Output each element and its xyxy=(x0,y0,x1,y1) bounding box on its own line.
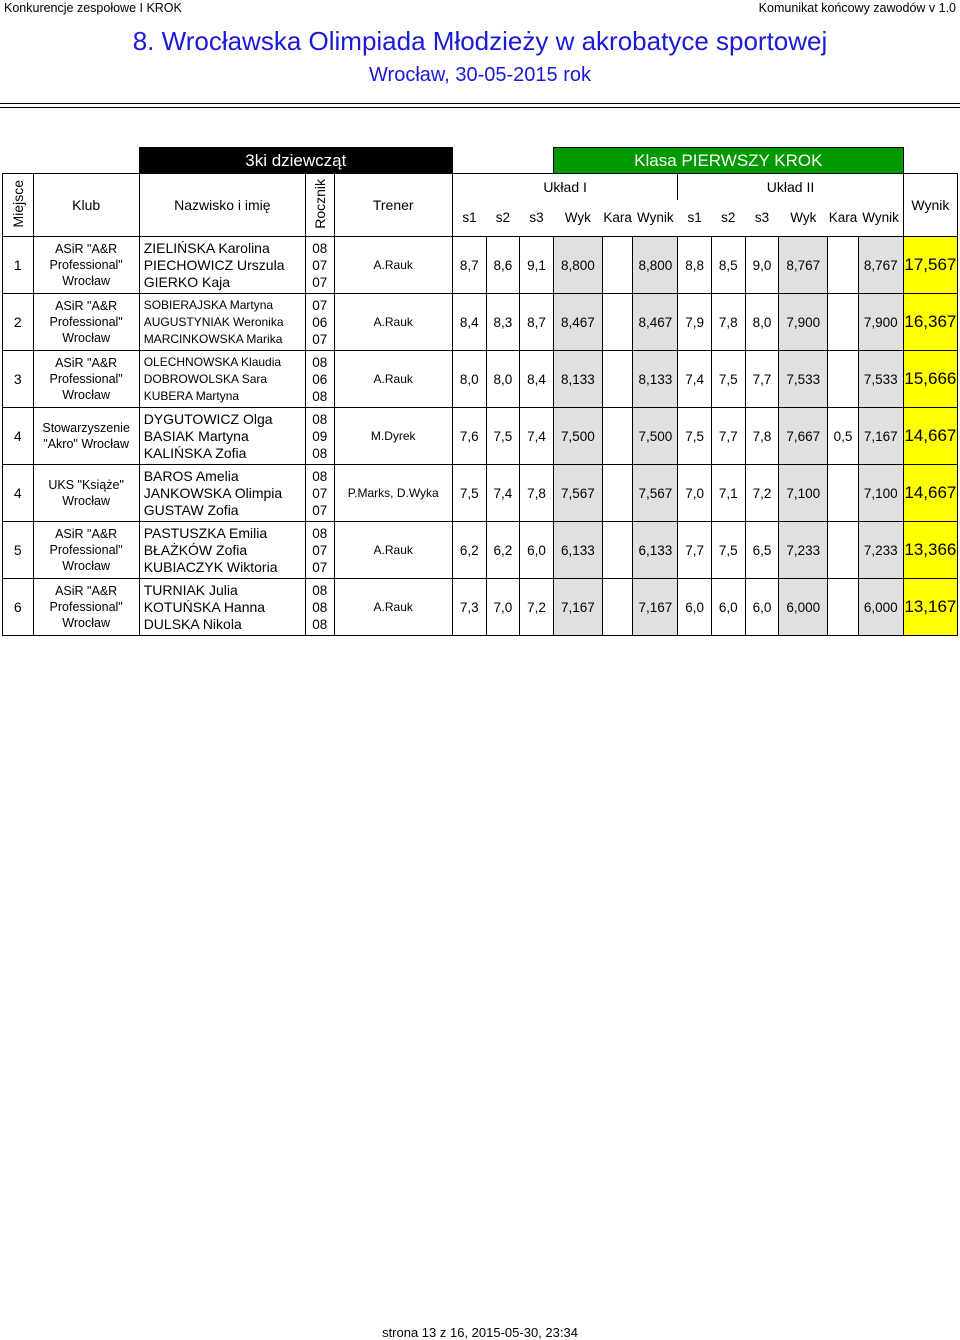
score-cell: 7,100 xyxy=(858,465,903,522)
place-cell: 4 xyxy=(3,465,34,522)
score-cell: 9,1 xyxy=(520,237,554,294)
club-line: Wrocław xyxy=(62,274,110,288)
club-line: Wrocław xyxy=(62,559,110,573)
sub-header-cell: s1 xyxy=(687,210,702,226)
score-cell: 8,467 xyxy=(553,294,602,351)
col-klub: Klub xyxy=(33,174,139,237)
club-line: Professional" xyxy=(49,543,123,557)
col-trener: Trener xyxy=(334,174,452,237)
document-version: Komunikat końcowy zawodów v 1.0 xyxy=(758,1,956,15)
score-cell: 8,0 xyxy=(486,351,520,408)
birth-year: 08 xyxy=(312,468,328,484)
birth-year: 07 xyxy=(312,331,328,347)
club-line: UKS "Książe" xyxy=(48,478,124,492)
score-cell: 7,533 xyxy=(858,351,903,408)
birth-year: 09 xyxy=(312,428,328,444)
results-body xyxy=(3,237,958,636)
sub-header-cell: Wynik xyxy=(637,210,674,226)
score-cell: 7,3 xyxy=(452,579,486,636)
club-line: Professional" xyxy=(49,372,123,386)
athlete-name: MARCINKOWSKA Marika xyxy=(143,331,283,346)
total-cell: 16,367 xyxy=(903,294,957,351)
score-cell: 6,0 xyxy=(711,579,745,636)
score-cell: 7,900 xyxy=(858,294,903,351)
top-bar xyxy=(0,0,960,18)
score-cell: 8,4 xyxy=(452,294,486,351)
score-cell xyxy=(828,522,859,579)
score-cell: 8,767 xyxy=(779,237,828,294)
athlete-name: PASTUSZKA Emilia xyxy=(143,524,268,541)
result-row xyxy=(3,408,958,465)
club-cell xyxy=(33,408,139,465)
total-cell: 15,666 xyxy=(903,351,957,408)
score-cell: 7,4 xyxy=(520,408,554,465)
athlete-name: BŁAŻKÓW Zofia xyxy=(143,541,248,558)
score-cell: 7,500 xyxy=(633,408,678,465)
col-uklad-2: Układ II xyxy=(678,174,903,200)
club-cell xyxy=(33,579,139,636)
score-cell: 8,767 xyxy=(858,237,903,294)
birth-year: 08 xyxy=(312,616,328,632)
col-nazwisko: Nazwisko i imię xyxy=(139,174,305,237)
col-wynik: Wynik xyxy=(903,174,957,237)
names-cell xyxy=(139,294,305,351)
club-line: "Akro" Wrocław xyxy=(43,437,130,451)
athlete-name: GIERKO Kaja xyxy=(143,273,231,290)
club-line: ASiR "A&R xyxy=(55,299,118,313)
athlete-name: KUBIACZYK Wiktoria xyxy=(143,558,278,575)
score-cell: 6,0 xyxy=(745,579,779,636)
score-cell: 8,800 xyxy=(633,237,678,294)
score-cell: 6,133 xyxy=(633,522,678,579)
club-line: ASiR "A&R xyxy=(55,242,118,256)
score-cell: 9,0 xyxy=(745,237,779,294)
athlete-name: PIECHOWICZ Urszula xyxy=(143,256,285,273)
athlete-name: DOBROWOLSKA Sara xyxy=(143,371,268,386)
result-row xyxy=(3,237,958,294)
col-rocznik: Rocznik xyxy=(305,174,334,237)
sub-header-cell: s1 xyxy=(462,210,477,226)
score-cell: 7,500 xyxy=(553,408,602,465)
score-cell xyxy=(828,237,859,294)
coach-cell: A.Rauk xyxy=(334,522,452,579)
score-cell: 8,0 xyxy=(745,294,779,351)
result-row xyxy=(3,351,958,408)
score-cell: 8,133 xyxy=(633,351,678,408)
club-line: Professional" xyxy=(49,315,123,329)
col-miejsce: Miejsce xyxy=(3,174,34,237)
club-cell xyxy=(33,351,139,408)
birth-year: 07 xyxy=(312,485,328,501)
score-cell: 7,667 xyxy=(779,408,828,465)
score-cell: 7,100 xyxy=(779,465,828,522)
score-cell: 7,5 xyxy=(452,465,486,522)
score-cell: 7,5 xyxy=(711,522,745,579)
score-cell: 8,0 xyxy=(452,351,486,408)
names-cell xyxy=(139,579,305,636)
sub-header-cell: s2 xyxy=(495,210,510,226)
athlete-name: ZIELIŃSKA Karolina xyxy=(143,239,270,256)
coach-cell: P.Marks, D.Wyka xyxy=(334,465,452,522)
score-cell: 8,7 xyxy=(452,237,486,294)
athlete-name: AUGUSTYNIAK Weronika xyxy=(143,314,284,329)
score-cell xyxy=(602,408,633,465)
score-cell: 7,900 xyxy=(779,294,828,351)
years-cell xyxy=(305,294,334,351)
total-cell: 13,167 xyxy=(903,579,957,636)
years-cell xyxy=(305,522,334,579)
score-cell: 7,8 xyxy=(711,294,745,351)
score-cell xyxy=(828,465,859,522)
total-cell: 14,667 xyxy=(903,465,957,522)
club-line: Stowarzyszenie xyxy=(42,421,130,435)
athlete-name: DYGUTOWICZ Olga xyxy=(143,410,273,427)
coach-cell: A.Rauk xyxy=(334,351,452,408)
birth-year: 08 xyxy=(312,445,328,461)
birth-year: 07 xyxy=(312,257,328,273)
score-cell: 7,567 xyxy=(633,465,678,522)
years-cell xyxy=(305,237,334,294)
years-cell xyxy=(305,408,334,465)
score-cell: 7,5 xyxy=(486,408,520,465)
score-cell xyxy=(602,579,633,636)
place-cell: 5 xyxy=(3,522,34,579)
athlete-name: JANKOWSKA Olimpia xyxy=(143,484,283,501)
athlete-name: BAROS Amelia xyxy=(143,467,239,484)
score-cell: 7,5 xyxy=(678,408,712,465)
score-cell: 6,2 xyxy=(486,522,520,579)
score-cell: 7,7 xyxy=(745,351,779,408)
score-cell xyxy=(602,522,633,579)
score-cell: 7,0 xyxy=(678,465,712,522)
athlete-name: KUBERA Martyna xyxy=(143,388,240,403)
athlete-name: OLECHNOWSKA Klaudia xyxy=(143,354,282,369)
score-cell: 8,5 xyxy=(711,237,745,294)
club-cell xyxy=(33,237,139,294)
club-line: Professional" xyxy=(49,258,123,272)
score-cell xyxy=(602,237,633,294)
club-cell xyxy=(33,522,139,579)
place-cell: 1 xyxy=(3,237,34,294)
place-cell: 3 xyxy=(3,351,34,408)
score-cell: 8,4 xyxy=(520,351,554,408)
sub-header-cell: Wyk xyxy=(790,210,817,226)
divider-line xyxy=(0,103,960,104)
birth-year: 07 xyxy=(312,274,328,290)
score-cell xyxy=(828,351,859,408)
birth-year: 07 xyxy=(312,542,328,558)
names-cell xyxy=(139,522,305,579)
athlete-name: KALIŃSKA Zofia xyxy=(143,444,247,461)
score-cell: 7,6 xyxy=(452,408,486,465)
score-cell: 6,5 xyxy=(745,522,779,579)
score-cell: 7,2 xyxy=(520,579,554,636)
column-header-row xyxy=(3,174,958,200)
club-line: Wrocław xyxy=(62,494,110,508)
names-cell xyxy=(139,465,305,522)
score-cell: 6,000 xyxy=(858,579,903,636)
athlete-name: SOBIERAJSKA Martyna xyxy=(143,297,274,312)
names-cell xyxy=(139,408,305,465)
score-cell: 7,233 xyxy=(858,522,903,579)
athlete-name: BASIAK Martyna xyxy=(143,427,249,444)
years-cell xyxy=(305,351,334,408)
score-cell: 8,6 xyxy=(486,237,520,294)
athlete-name: DULSKA Nikola xyxy=(143,615,242,632)
score-cell: 7,5 xyxy=(711,351,745,408)
divider-line xyxy=(0,107,960,108)
score-cell: 6,133 xyxy=(553,522,602,579)
score-cell: 7,8 xyxy=(745,408,779,465)
coach-cell: A.Rauk xyxy=(334,294,452,351)
total-cell: 14,667 xyxy=(903,408,957,465)
score-cell: 7,167 xyxy=(553,579,602,636)
score-cell: 6,2 xyxy=(452,522,486,579)
score-cell: 7,9 xyxy=(678,294,712,351)
club-line: ASiR "A&R xyxy=(55,584,118,598)
score-cell xyxy=(828,579,859,636)
score-cell: 6,000 xyxy=(779,579,828,636)
birth-year: 08 xyxy=(312,582,328,598)
score-cell: 6,0 xyxy=(678,579,712,636)
result-row xyxy=(3,294,958,351)
total-cell: 13,366 xyxy=(903,522,957,579)
results-table xyxy=(2,147,958,636)
score-cell: 0,5 xyxy=(828,408,859,465)
score-cell: 7,7 xyxy=(711,408,745,465)
page-title: 8. Wrocławska Olimpiada Młodzieży w akrobatyce sportowej xyxy=(132,26,828,56)
score-cell: 7,167 xyxy=(858,408,903,465)
class-label: Klasa PIERWSZY KROK xyxy=(553,148,903,174)
score-cell: 8,467 xyxy=(633,294,678,351)
coach-cell: M.Dyrek xyxy=(334,408,452,465)
score-cell: 7,167 xyxy=(633,579,678,636)
total-cell: 17,567 xyxy=(903,237,957,294)
club-line: Wrocław xyxy=(62,331,110,345)
birth-year: 07 xyxy=(312,559,328,575)
score-cell: 7,533 xyxy=(779,351,828,408)
category-header-row xyxy=(3,148,958,174)
sub-header-cell: s3 xyxy=(754,210,770,226)
score-cell: 7,1 xyxy=(711,465,745,522)
result-row xyxy=(3,579,958,636)
score-cell: 7,4 xyxy=(678,351,712,408)
score-cell: 8,7 xyxy=(520,294,554,351)
score-cell: 8,133 xyxy=(553,351,602,408)
club-line: Wrocław xyxy=(62,388,110,402)
club-line: Wrocław xyxy=(62,616,110,630)
page-footer: strona 13 z 16, 2015-05-30, 23:34 xyxy=(382,1325,578,1340)
category-label: 3ki dziewcząt xyxy=(139,148,452,174)
score-cell xyxy=(602,294,633,351)
athlete-name: GUSTAW Zofia xyxy=(143,501,239,518)
score-cell: 6,0 xyxy=(520,522,554,579)
result-row xyxy=(3,465,958,522)
birth-year: 06 xyxy=(312,314,328,330)
club-cell xyxy=(33,294,139,351)
years-cell xyxy=(305,579,334,636)
place-cell: 6 xyxy=(3,579,34,636)
place-cell: 4 xyxy=(3,408,34,465)
score-cell: 8,800 xyxy=(553,237,602,294)
score-cell xyxy=(602,465,633,522)
score-cell xyxy=(602,351,633,408)
sub-header-cell: s2 xyxy=(721,210,736,226)
birth-year: 08 xyxy=(312,354,328,370)
sub-header-cell: Wyk xyxy=(564,210,591,226)
coach-cell: A.Rauk xyxy=(334,579,452,636)
score-cell: 8,8 xyxy=(678,237,712,294)
place-cell: 2 xyxy=(3,294,34,351)
birth-year: 08 xyxy=(312,525,328,541)
birth-year: 07 xyxy=(312,297,328,313)
page-subtitle: Wrocław, 30-05-2015 rok xyxy=(369,64,591,86)
competition-type: Konkurencje zespołowe I KROK xyxy=(4,1,182,15)
score-cell: 7,567 xyxy=(553,465,602,522)
birth-year: 06 xyxy=(312,371,328,387)
sub-header-cell: Kara xyxy=(828,210,858,226)
result-row xyxy=(3,522,958,579)
score-cell: 7,4 xyxy=(486,465,520,522)
club-line: ASiR "A&R xyxy=(55,356,118,370)
score-cell: 8,3 xyxy=(486,294,520,351)
score-cell: 7,7 xyxy=(678,522,712,579)
club-cell xyxy=(33,465,139,522)
birth-year: 07 xyxy=(312,502,328,518)
birth-year: 08 xyxy=(312,388,328,404)
score-cell: 7,0 xyxy=(486,579,520,636)
names-cell xyxy=(139,351,305,408)
names-cell xyxy=(139,237,305,294)
col-uklad-1: Układ I xyxy=(452,174,677,200)
birth-year: 08 xyxy=(312,240,328,256)
birth-year: 08 xyxy=(312,411,328,427)
athlete-name: TURNIAK Julia xyxy=(143,581,238,598)
club-line: Professional" xyxy=(49,600,123,614)
score-cell xyxy=(828,294,859,351)
sub-header-cell: Kara xyxy=(603,210,632,226)
club-line: ASiR "A&R xyxy=(55,527,118,541)
years-cell xyxy=(305,465,334,522)
coach-cell: A.Rauk xyxy=(334,237,452,294)
birth-year: 08 xyxy=(312,599,328,615)
sub-header-cell: Wynik xyxy=(858,200,903,237)
score-cell: 7,233 xyxy=(779,522,828,579)
sub-header-cell: s3 xyxy=(529,210,544,226)
score-cell: 7,2 xyxy=(745,465,779,522)
score-cell: 7,8 xyxy=(520,465,554,522)
athlete-name: KOTUŃSKA Hanna xyxy=(143,598,266,615)
